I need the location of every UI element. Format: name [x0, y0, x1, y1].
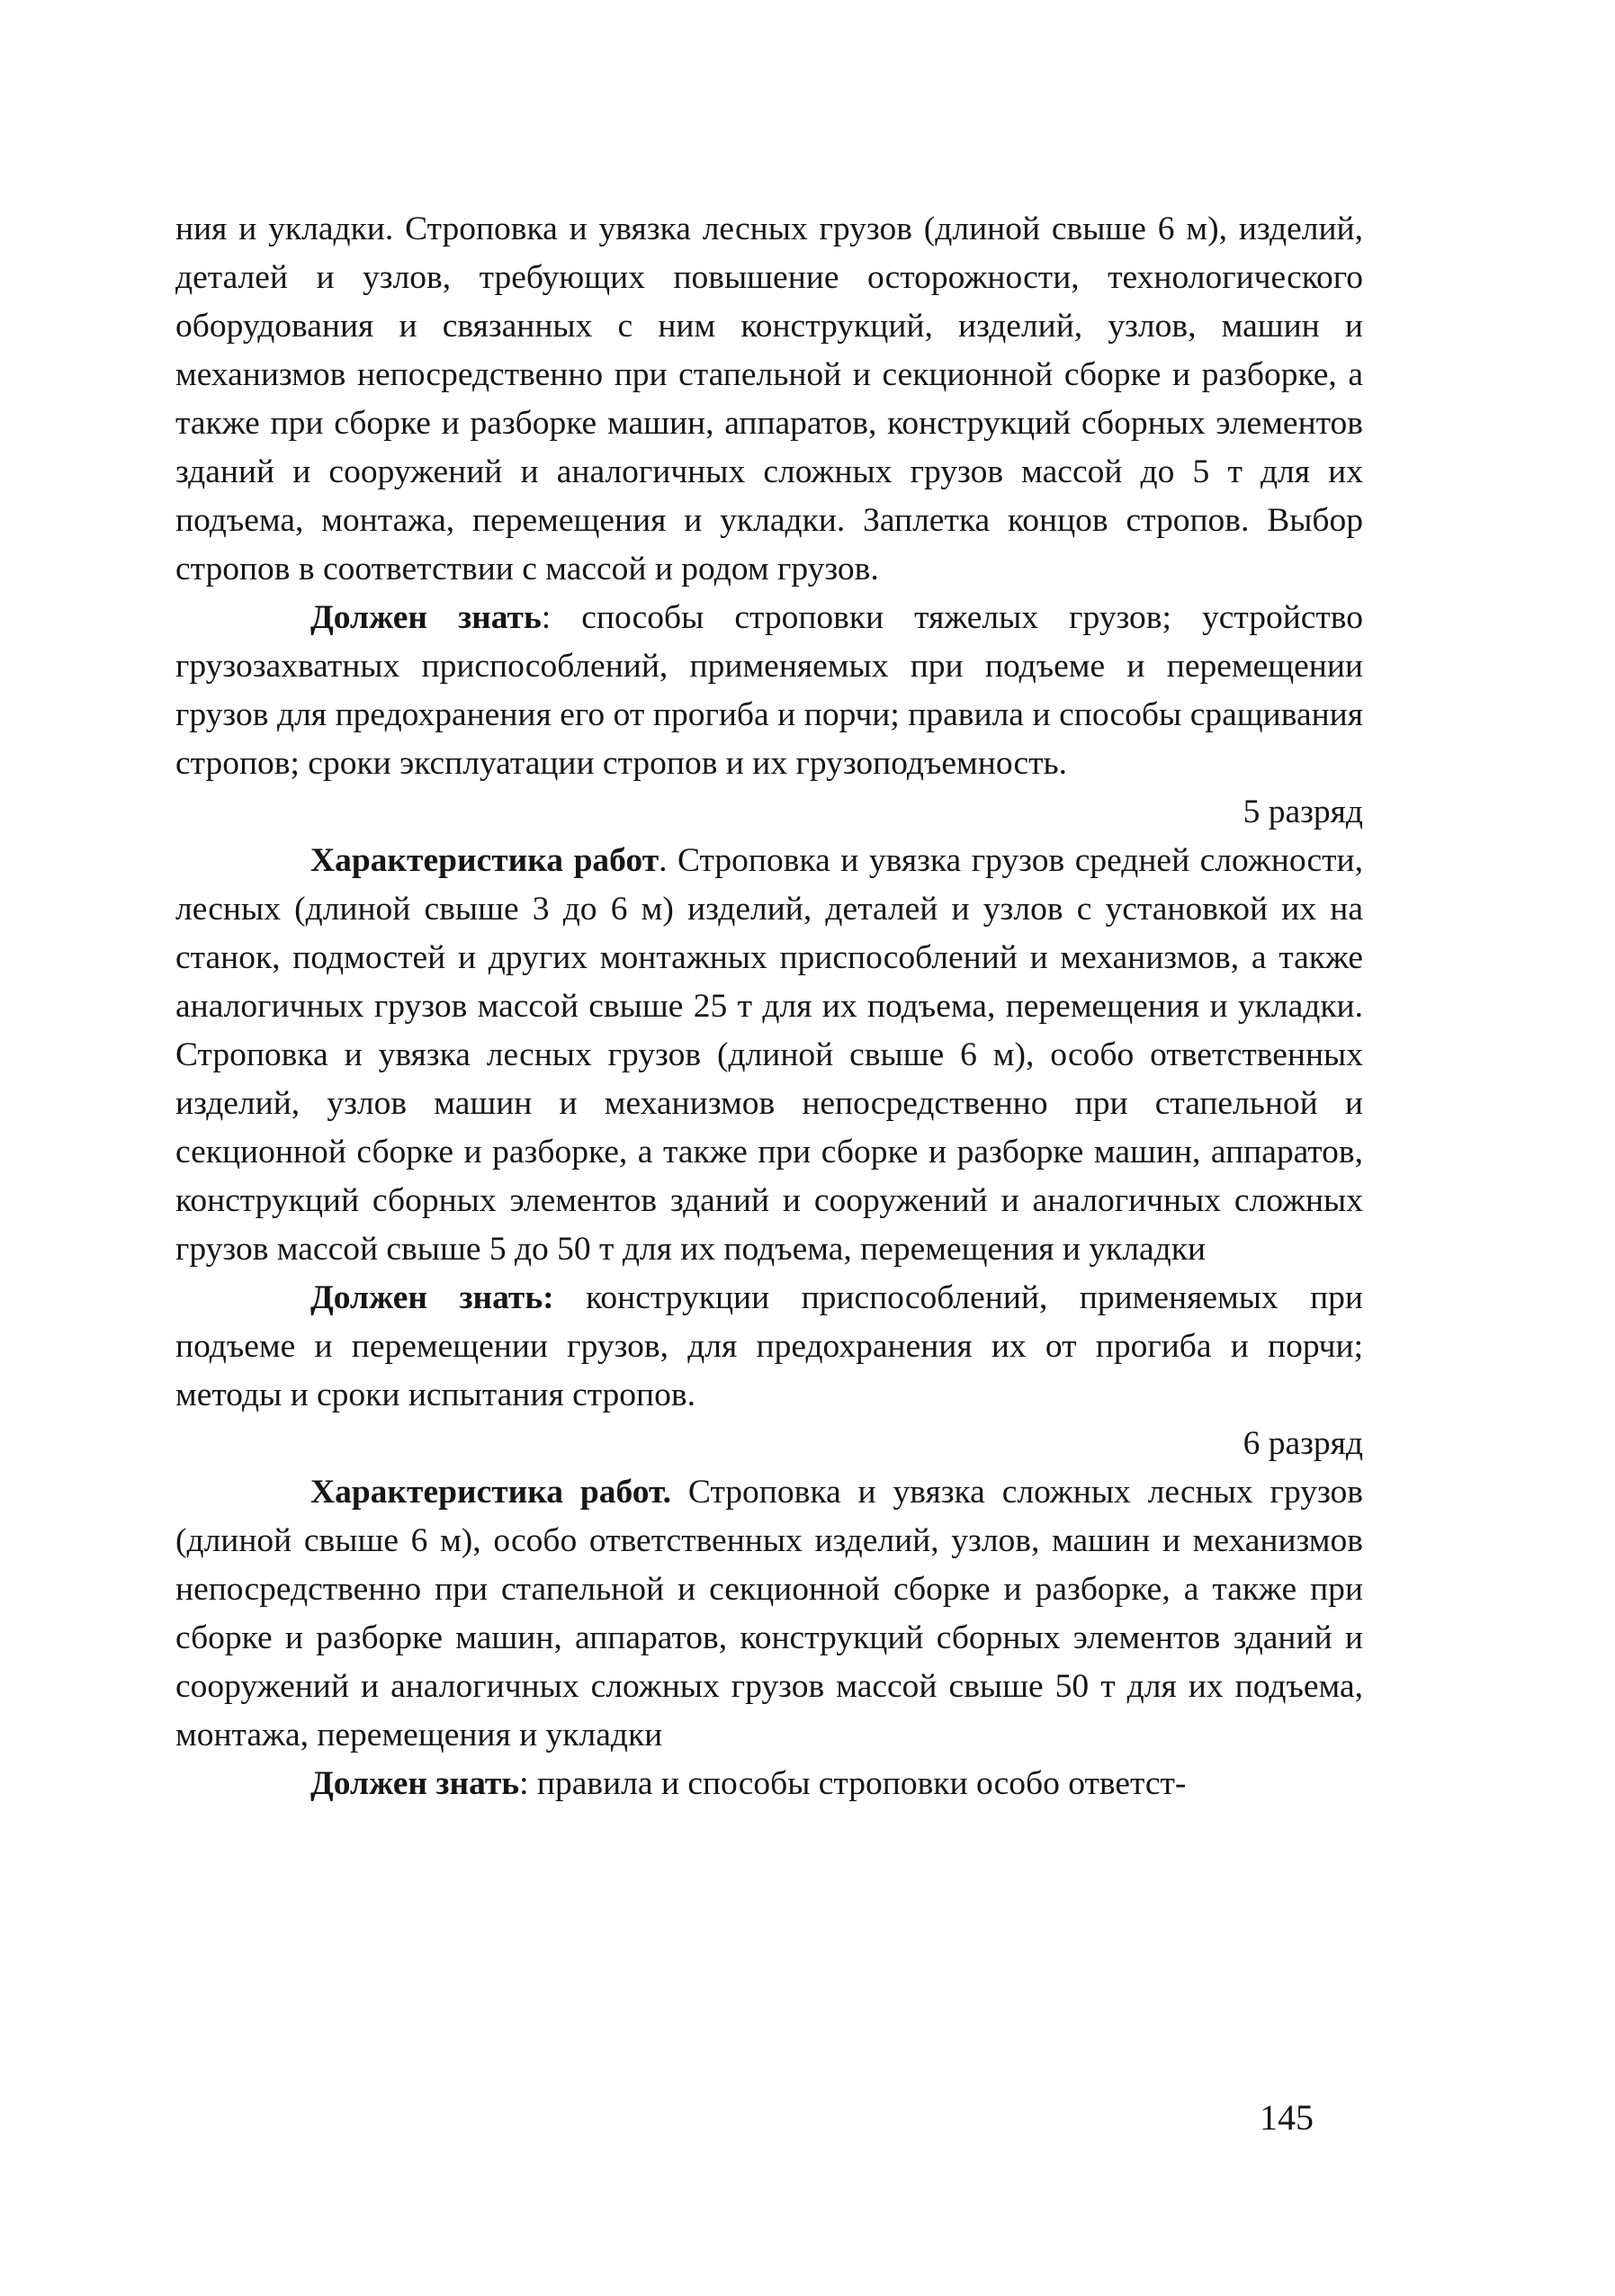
page-number: 145 [1260, 2097, 1314, 2138]
intro-paragraph: ния и укладки. Строповка и увязка лесных грузов (длиной свыше 6 м), изделий, деталей и узлов, требующих повышение осторожности, технологического оборудования и связанных с ним конструкций, изделий, узлов, машин и механизмов непосредственно при стапельной и секционной сборке и разборке, а также при сборке и разборке машин, аппаратов, конструкций сборных элементов зданий и сооружений и аналогичных сложных грузов массой до 5 т для их подъема, монтажа, перемещения и укладки. Заплетка концов стропов. Выбор стропов в соответствии с массой и родом грузов. [175, 211, 1363, 587]
work-paragraph-grade-6 [175, 1468, 1363, 1760]
knowledge-heading: Должен знать: [310, 1279, 554, 1316]
grade-heading-6: 6 разряд [1243, 1425, 1363, 1462]
knowledge-text: конструкции приспособлений, применяемых при подъеме и перемещении грузов, для предохранения их от прогиба и порчи; методы и сроки испытания стропов. [175, 1279, 1363, 1413]
work-paragraph-grade-5 [175, 837, 1363, 1274]
knowledge-text: : способы строповки тяжелых грузов; устройство грузозахватных приспособлений, применяемых при подъеме и перемещении грузов для предохранения его от прогиба и порчи; правила и способы сращивания стропов; сроки эксплуатации стропов и их грузоподъемность. [175, 599, 1364, 782]
work-heading: Характеристика работ. [310, 1474, 672, 1511]
knowledge-heading: Должен знать [310, 599, 542, 636]
grade-heading-5: 5 разряд [1243, 794, 1363, 830]
work-text: Строповка и увязка сложных лесных грузов (длиной свыше 6 м), особо ответственных изделий, узлов, машин и механизмов непосредственно при стапельной и секционной сборке и разборке, а также при сборке и разборке машин, аппаратов, конструкций сборных элементов зданий и сооружений и аналогичных сложных грузов массой свыше 50 т для их подъема, монтажа, перемещения и укладки [175, 1474, 1363, 1753]
page-body [175, 205, 1363, 1808]
knowledge-text: : правила и способы строповки особо ответст- [519, 1765, 1187, 1802]
knowledge-paragraph-grade-6 [175, 1760, 1363, 1808]
work-text: . Строповка и увязка грузов средней сложности, лесных (длиной свыше 3 до 6 м) изделий, деталей и узлов с установкой их на станок, подмостей и других монтажных приспособлений и механизмов, а также аналогичных грузов массой свыше 25 т для их подъема, перемещения и укладки. Строповка и увязка лесных грузов (длиной свыше 6 м), особо ответственных изделий, узлов машин и механизмов непосредственно при стапельной и секционной сборке и разборке, а также при сборке и разборке машин, аппаратов, конструкций сборных элементов зданий и сооружений и аналогичных сложных грузов массой свыше 5 до 50 т для их подъема, перемещения и укладки [175, 842, 1363, 1268]
knowledge-paragraph-grade-4 [175, 594, 1363, 788]
knowledge-paragraph-grade-5 [175, 1274, 1363, 1420]
work-heading: Характеристика работ [310, 842, 659, 879]
knowledge-heading: Должен знать [310, 1765, 520, 1802]
